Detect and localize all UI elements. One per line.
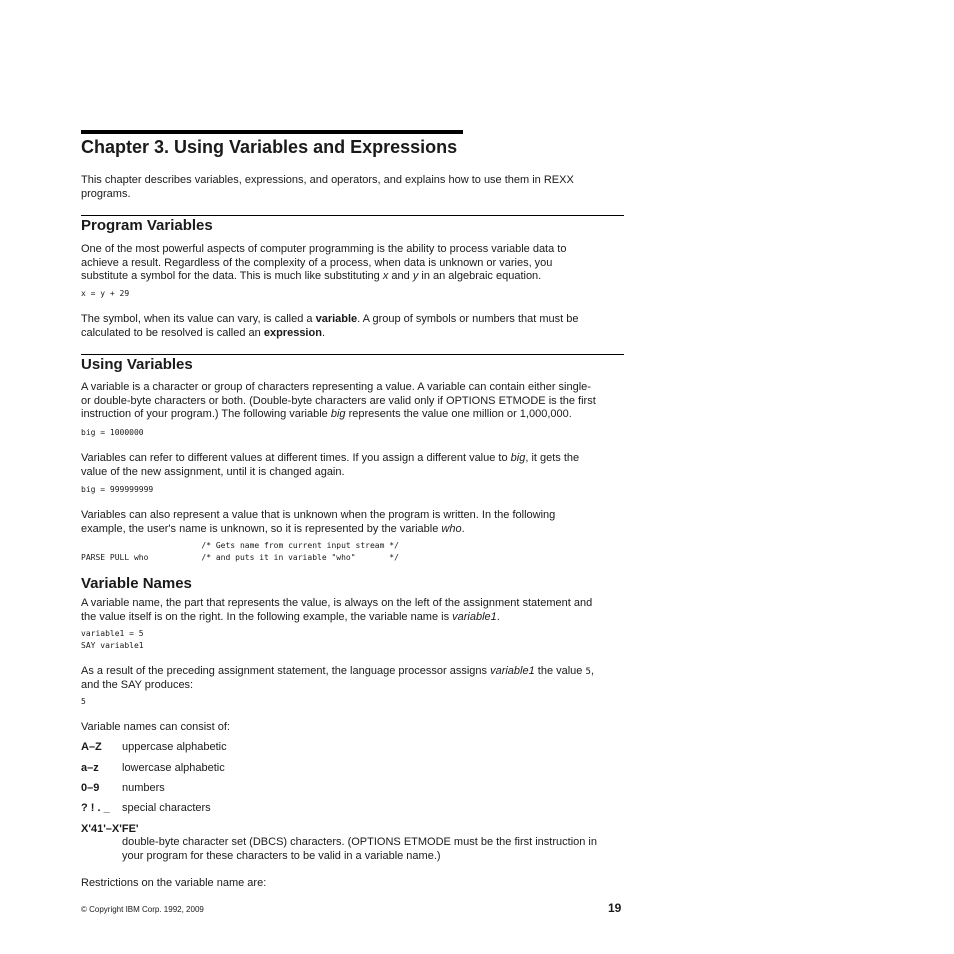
definition-term: A–Z [81,741,102,753]
definition-description-dbcs: double-byte character set (DBCS) characters. (OPTIONS ETMODE must be the first instruction in your program for these characters to be valid in a variable name.) [122,836,597,862]
variable-names-paragraph: A variable name, the part that represents the value, is always on the left of the assignment statement and the value itself is on the right. In the following example, the variable name is variable1. [81,597,593,623]
code-example: 5 [81,697,86,706]
definition-term: 0–9 [81,782,100,794]
code-example: big = 999999999 [81,485,154,494]
definition-description: uppercase alphabetic [122,741,227,753]
using-variables-paragraph-2: Variables can refer to different values at different times. If you assign a different value to big, it gets the value of the new assignment, until it is changed again. [81,452,580,478]
definition-term: a–z [81,762,99,774]
code-example: x = y + 29 [81,289,130,298]
chapter-title-bar [81,130,463,134]
code-example: big = 1000000 [81,428,144,437]
copyright-footer: © Copyright IBM Corp. 1992, 2009 [81,905,204,914]
chapter-intro: This chapter describes variables, expressions, and operators, and explains how to use them in REXX programs. [81,174,574,200]
definition-description: lowercase alphabetic [122,762,225,774]
program-variables-definition: The symbol, when its value can vary, is called a variable. A group of symbols or numbers that must be calculated to be resolved is called an expression. [81,313,579,339]
using-variables-paragraph-3: Variables can also represent a value that is unknown when the program is written. In the following example, the user's name is unknown, so it is represented by the variable who. [81,509,556,535]
program-variables-paragraph: One of the most powerful aspects of computer programming is the ability to process variable data to achieve a result. Regardless of the complexity of a process, when data is unknown or varies, you substitute a symbol for the data. This is much like substituting x and y in an algebraic equation. [81,243,567,282]
restrictions-intro: Restrictions on the variable name are: [81,877,267,889]
definition-description: special characters [122,802,211,814]
definition-term: ? ! . _ [81,802,110,814]
code-example: /* Gets name from current input stream */ PARSE PULL who /* and puts it in variable "who" */ [81,541,399,562]
section-heading-variable-names: Variable Names [81,575,192,592]
code-example: variable1 = 5 SAY variable1 [81,629,144,650]
variable-names-paragraph-2: As a result of the preceding assignment statement, the language processor assigns variable1 the value 5, and the SAY produces: [81,665,594,691]
section-rule [81,354,624,355]
variable-names-intro: Variable names can consist of: [81,721,230,733]
definition-term-dbcs: X'41'–X'FE' [81,823,139,835]
section-heading-using-variables: Using Variables [81,356,193,373]
section-heading-program-variables: Program Variables [81,217,213,234]
section-rule [81,215,624,216]
using-variables-paragraph: A variable is a character or group of characters representing a value. A variable can contain either single- or double-byte characters or both. (Double-byte characters are valid only if OPTIONS ETMODE is the first instruction of your program.) The following variable big represents the value one million or 1,000,000. [81,381,596,420]
definition-description: numbers [122,782,165,794]
chapter-title: Chapter 3. Using Variables and Expressions [81,137,458,157]
page-number: 19 [608,901,622,915]
